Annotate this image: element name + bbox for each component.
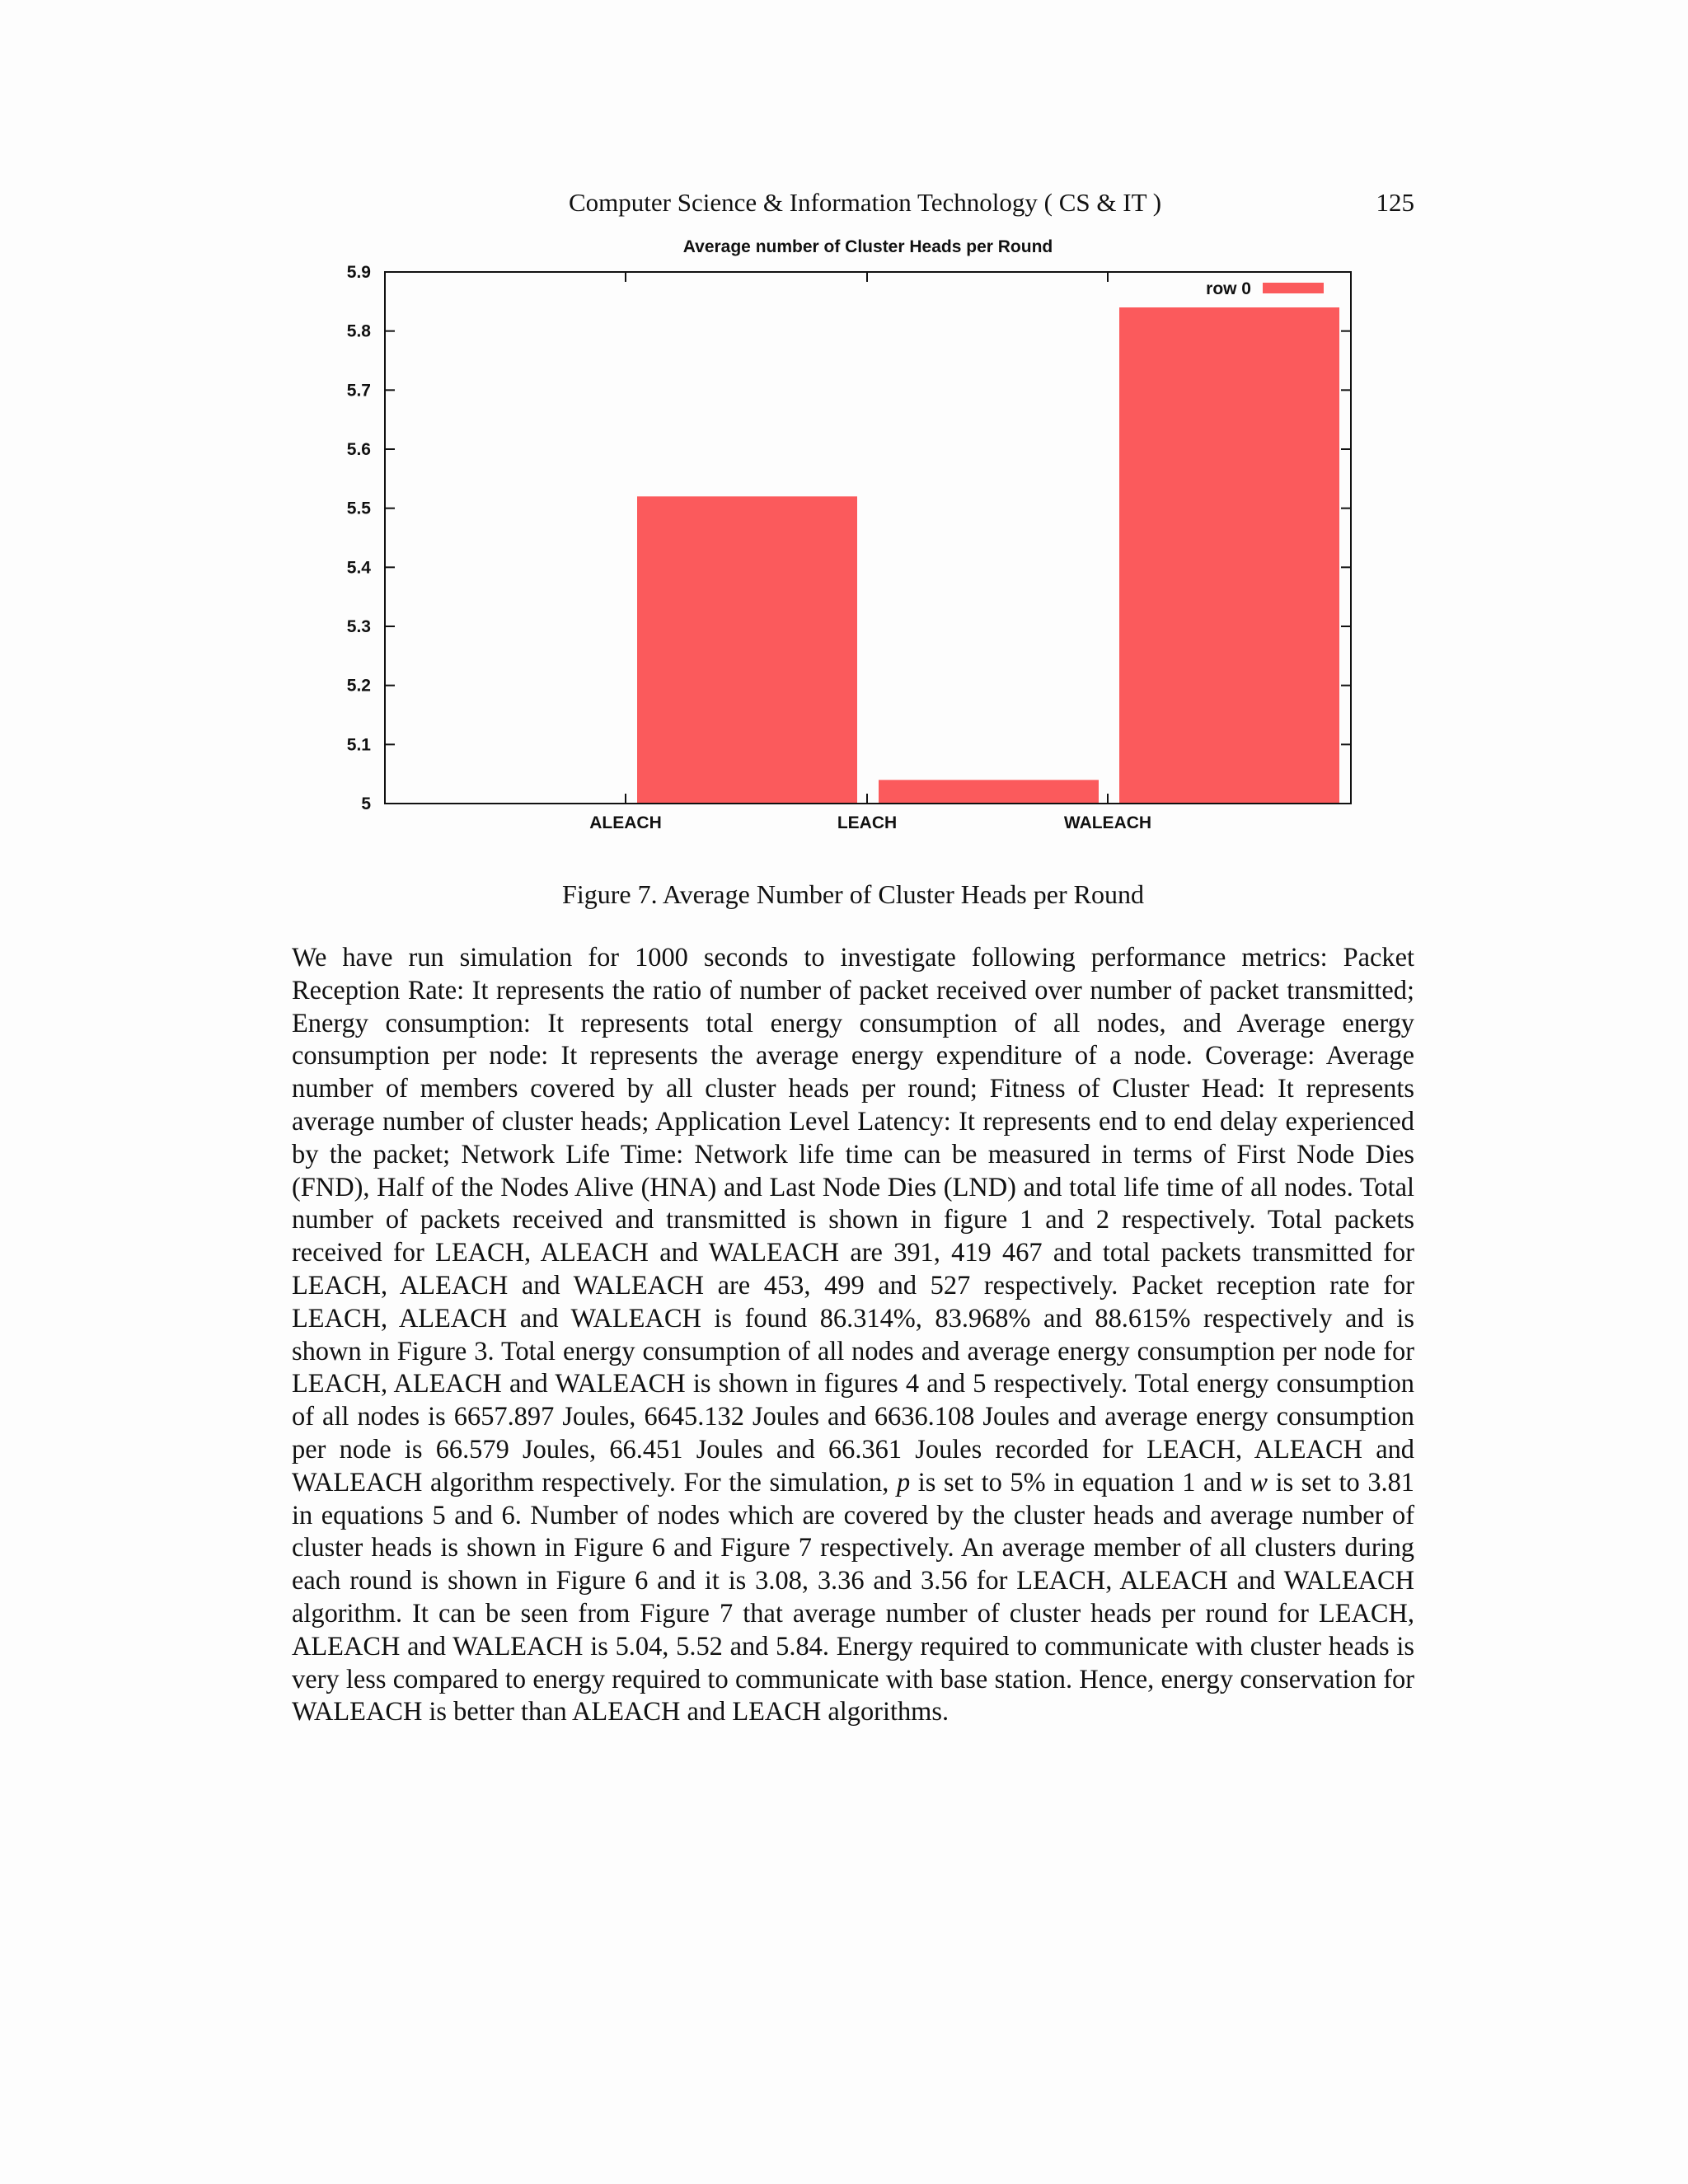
y-tick-label: 5.8 <box>346 321 371 341</box>
y-tick-label: 5.1 <box>346 735 371 755</box>
y-tick-label: 5.6 <box>346 440 371 459</box>
bar-waleach <box>1119 307 1339 804</box>
body-paragraph <box>292 942 1414 1729</box>
y-tick-label: 5.7 <box>346 381 371 401</box>
bar-chart <box>0 0 1688 874</box>
page-number: 125 <box>1376 188 1414 217</box>
bar-leach <box>879 780 1099 804</box>
journal-title: Computer Science & Information Technology ( CS & IT ) <box>569 188 1162 217</box>
legend-label: row 0 <box>1206 279 1251 298</box>
x-tick-label: WALEACH <box>1063 813 1152 832</box>
bar-aleach <box>637 496 857 804</box>
paragraph-part-2: is set to 5% in equation 1 and <box>910 1467 1250 1497</box>
paragraph-part-3: is set to 3.81 in equations 5 and 6. Number of nodes which are covered by the cluster heads and average number of cluster heads is shown in Figure 6 and Figure 7 respectively. An average member of all clusters during each round is shown in Figure 6 and it is 3.08, 3.36 and 3.56 for LEACH, ALEACH and WALEACH algorithm. It can be seen from Figure 7 that average number of cluster heads per round for LEACH, ALEACH and WALEACH is 5.04, 5.52 and 5.84. Energy required to communicate with cluster heads is very less compared to energy required to communicate with base station. Hence, energy conservation for WALEACH is better than ALEACH and LEACH algorithms. <box>292 1467 1414 1727</box>
x-tick-label: ALEACH <box>589 813 662 832</box>
y-tick-label: 5.2 <box>346 676 371 696</box>
paragraph-part-1: We have run simulation for 1000 seconds to investigate following performance metrics: Packet Reception Rate: It represents the ratio of number of packet received over number of packet transmitted; Energy consumption: It represents total energy consumption of all nodes, and Average energy consumption per node: It represents the average energy expenditure of a node. Coverage: Average number of members covered by all cluster heads per round; Fitness of Cluster Head: It represents average number of cluster heads; Application Level Latency: It represents end to end delay experienced by the packet; Network Life Time: Network life time can be measured in terms of First Node Dies (FND), Half of the Nodes Alive (HNA) and Last Node Dies (LND) and total life time of all nodes. Total number of packets received and transmitted is shown in figure 1 and 2 respectively. Total packets received for LEACH, ALEACH and WALEACH are 391, 419 467 and total packets transmitted for LEACH, ALEACH and WALEACH are 453, 499 and 527 respectively. Packet reception rate for LEACH, ALEACH and WALEACH is found 86.314%, 83.968% and 88.615% respectively and is shown in Figure 3. Total energy consumption of all nodes and average energy consumption per node for LEACH, ALEACH and WALEACH is shown in figures 4 and 5 respectively. Total energy consumption of all nodes is 6657.897 Joules, 6645.132 Joules and 6636.108 Joules and average energy consumption per node is 66.579 Joules, 66.451 Joules and 66.361 Joules recorded for LEACH, ALEACH and WALEACH algorithm respectively. For the simulation, <box>292 943 1414 1497</box>
y-tick-label: 5.5 <box>346 499 371 518</box>
legend-swatch <box>1263 283 1324 293</box>
y-tick-label: 5.3 <box>346 617 371 636</box>
y-tick-label: 5.4 <box>346 558 371 578</box>
figure-caption: Figure 7. Average Number of Cluster Heads per Round <box>562 879 1144 909</box>
variable-p: p <box>896 1467 911 1497</box>
y-tick-label: 5 <box>361 794 371 813</box>
x-tick-label: LEACH <box>837 813 898 832</box>
chart-title: Average number of Cluster Heads per Round <box>682 237 1053 256</box>
variable-w: w <box>1250 1467 1268 1497</box>
y-tick-label: 5.9 <box>346 263 371 282</box>
